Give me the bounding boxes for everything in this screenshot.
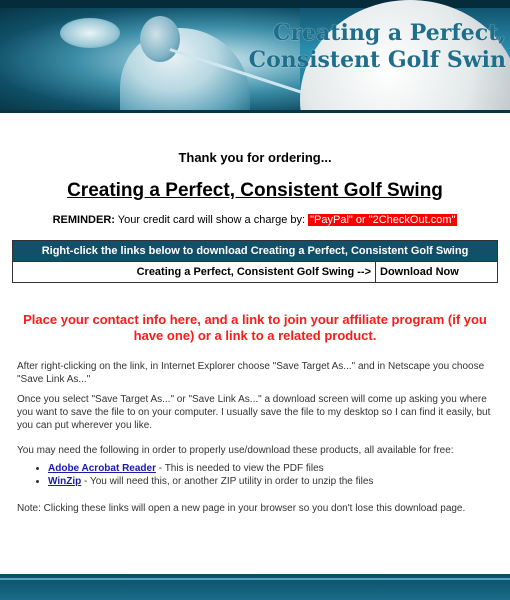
- product-title: Creating a Perfect, Consistent Golf Swing: [67, 180, 443, 201]
- footer-bar: [0, 574, 510, 600]
- banner-bottom-line: [0, 110, 510, 113]
- header-banner: [0, 0, 510, 113]
- instructions-paragraph-2: Once you select "Save Target As..." or "Save Link As..." a download screen will come up asking you where you want to save the file to on your computer. I usually save the file to my desktop so I can find it easily, but you can put wherever you like.: [17, 394, 491, 431]
- winzip-desc: - You will need this, or another ZIP utility in order to unzip the files: [81, 476, 374, 487]
- requirements-paragraph: You may need the following in order to properly use/download these products, all available for free:: [17, 445, 454, 456]
- download-now-link[interactable]: Download Now: [376, 262, 498, 283]
- reminder-label: REMINDER:: [52, 214, 115, 226]
- download-table-header: Right-click the links below to download Creating a Perfect, Consistent Golf Swing: [13, 241, 498, 262]
- list-item: [48, 475, 508, 488]
- winzip-link[interactable]: WinZip: [48, 476, 82, 487]
- download-table: [12, 240, 498, 283]
- tools-list: [30, 462, 508, 488]
- download-product-name: Creating a Perfect, Consistent Golf Swing -->: [13, 262, 376, 283]
- thank-you-text: Thank you for ordering...: [178, 150, 332, 165]
- contact-info-text: Place your contact info here, and a link to join your affiliate program (if you have one) or a link to a related product.: [23, 312, 487, 343]
- banner-title-line2: Consistent Golf Swin: [248, 47, 506, 73]
- footer-line: [0, 578, 510, 580]
- adobe-reader-desc: - This is needed to view the PDF files: [155, 463, 324, 474]
- instructions-paragraph-1: After right-clicking on the link, in Internet Explorer choose "Save Target As..." and in Netscape you choose "Save Link As...": [17, 361, 485, 385]
- golfer-head: [140, 16, 180, 62]
- main-content: [0, 150, 510, 514]
- table-row: [13, 262, 498, 283]
- adobe-reader-link[interactable]: Adobe Acrobat Reader: [48, 463, 156, 474]
- reminder-body: Your credit card will show a charge by:: [114, 214, 309, 226]
- banner-title: [249, 20, 506, 74]
- charge-names: "PayPal" or "2CheckOut.com": [310, 214, 456, 226]
- reminder-text: [0, 214, 510, 226]
- golfer-hands: [60, 18, 120, 48]
- banner-title-line1: Creating a Perfect,: [272, 20, 506, 46]
- list-item: [48, 462, 508, 475]
- note-paragraph: Note: Clicking these links will open a new page in your browser so you don't lose this download page.: [17, 503, 466, 514]
